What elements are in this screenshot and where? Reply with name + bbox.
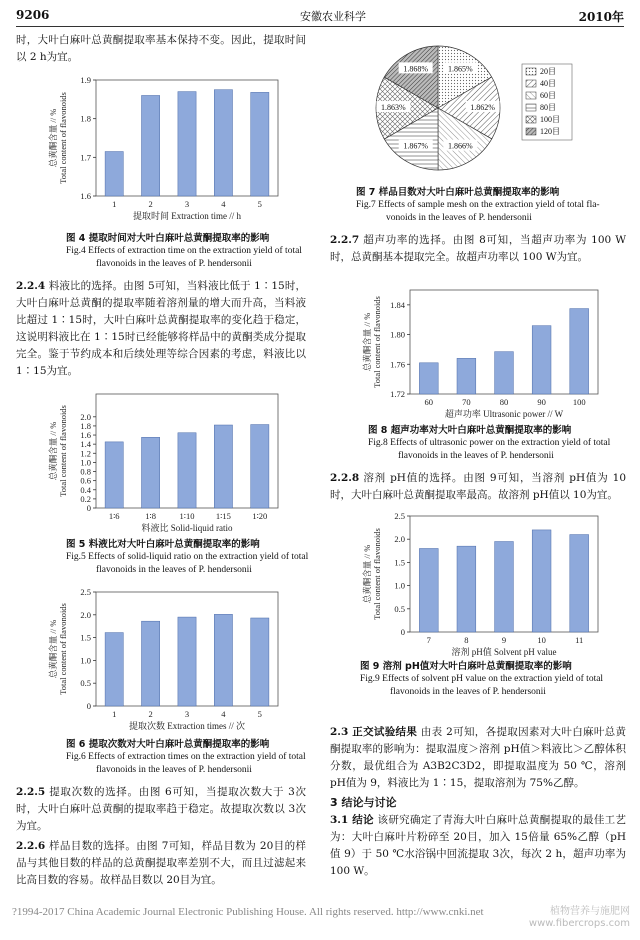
figure-6-caption-en-2: flavonoids in the leaves of P. hendersonii: [96, 765, 252, 775]
fig7-value-label: 1.865%: [447, 64, 473, 74]
fig5-ytick-label: 0.6: [80, 475, 91, 486]
fig5-ylabel-cn: 总黄酮含量 // %: [48, 421, 58, 481]
figure-7-caption: [356, 186, 626, 225]
fig9-xtick-label: 8: [464, 635, 469, 645]
fig9-ytick-label: 0: [400, 627, 405, 637]
figure-8-caption-en-2: flavonoids in the leaves of P. hendersonii: [398, 451, 554, 461]
copyright-text: ?1994-2017 China Academic Journal Electronic Publishing House. All rights reserved.: [12, 906, 394, 918]
fig6-xtick-label: 1: [112, 709, 117, 719]
figure-9-caption-cn: 图 9 溶剂 pH值对大叶白麻叶总黄酮提取率的影响: [360, 661, 572, 672]
fig5-bar: [142, 437, 160, 508]
section-2-2-8-paragraph: [330, 470, 626, 504]
fig8-bar: [457, 358, 476, 394]
fig8-bar: [495, 352, 514, 394]
section-2-3-heading: 2.3 正交试验结果: [330, 726, 418, 738]
fig5-xtick-label: 1∶10: [179, 511, 195, 521]
fig5-bar: [214, 425, 232, 508]
fig9-ylabel-cn: 总黄酮含量 // %: [362, 544, 372, 604]
section-2-2-5-text: 提取次数的选择。由图 6可知，当提取次数大于 3次时，大叶白麻叶总黄酮的提取率趋于稳定。故提取次数以 3次为宜。: [16, 786, 306, 832]
figure-7-caption-en-1: Fig.7 Effects of sample mesh on the extraction yield of total fla-: [356, 200, 600, 210]
figure-4-chart: [16, 72, 306, 222]
figure-9-chart: [330, 508, 626, 658]
figure-4-caption-en-1: Fig.4 Effects of extraction time on the extraction yield of total: [66, 246, 302, 256]
figure-5-caption: [66, 538, 316, 577]
fig4-bar: [142, 95, 160, 196]
fig7-value-label: 1.868%: [403, 64, 428, 74]
fig9-ytick-label: 1.5: [394, 557, 405, 568]
journal-name: 安徽农业科学: [300, 10, 366, 23]
fig9-bar: [532, 530, 551, 632]
fig4-xtick-label: 4: [221, 199, 226, 209]
fig5-ytick-label: 2.0: [80, 411, 91, 422]
fig4-bar: [251, 92, 269, 196]
fig9-ytick-label: 1.0: [394, 580, 405, 591]
fig9-ylabel-en: Total content of flavonoids: [372, 528, 382, 620]
fig8-xtick-label: 70: [462, 397, 471, 407]
fig4-xtick-label: 3: [184, 199, 190, 209]
section-2-2-8-heading: 2.2.8: [330, 472, 360, 484]
fig4-ytick-label: 1.8: [80, 113, 91, 124]
watermark-line-1: 植物营养与施肥网: [550, 906, 630, 917]
section-2-2-6-heading: 2.2.6: [16, 840, 46, 852]
page-number: 9206: [16, 8, 50, 22]
fig9-xtick-label: 9: [501, 635, 507, 645]
fig7-value-label: 1.863%: [381, 103, 406, 113]
fig5-bar: [105, 442, 123, 508]
section-2-2-4-paragraph: [16, 278, 306, 380]
fig7-legend-swatch: [526, 116, 536, 123]
fig6-bar: [142, 621, 160, 706]
fig5-ytick-label: 0.4: [80, 484, 91, 495]
fig7-legend-label: 100目: [540, 115, 560, 124]
section-3-1-paragraph: [330, 812, 626, 880]
fig5-xtick-label: 1∶6: [108, 511, 120, 521]
fig6-xtick-label: 2: [148, 709, 153, 719]
fig9-xlabel: 溶剂 pH值 Solvent pH value: [451, 647, 557, 657]
fig6-ytick-label: 0.5: [80, 678, 91, 689]
section-3-1-text: 该研究确定了青海大叶白麻叶总黄酮提取的最佳工艺为：大叶白麻叶片粉碎至 20目，加入 15倍量 65%乙醇（pH值 9）于 50 ℃水浴锅中回流提取 3次，每次 2 h，超声功率为 100 W。: [330, 814, 626, 877]
fig4-bar: [178, 92, 196, 196]
figure-6-caption: [66, 738, 316, 777]
figure-9-caption-en-1: Fig.9 Effects of solvent pH value on the extraction yield of total: [360, 674, 604, 684]
section-3-heading: 3 结论与讨论: [330, 796, 397, 809]
fig7-legend-label: 80目: [540, 103, 556, 112]
copyright-footer: [12, 906, 484, 918]
left-intro-paragraph: 时，大叶白麻叶总黄酮提取率基本保持不变。因此，提取时间以 2 h为宜。: [16, 34, 306, 63]
fig8-bar: [419, 363, 438, 394]
fig7-value-label: 1.867%: [403, 141, 429, 151]
figure-7-caption-en-2: vonoids in the leaves of P. hendersonii: [386, 213, 532, 223]
fig5-ytick-label: 1.6: [80, 430, 91, 441]
fig9-bar: [457, 546, 476, 632]
fig8-xtick-label: 100: [572, 397, 586, 407]
section-2-3-paragraph: [330, 724, 626, 792]
fig4-bar: [105, 152, 123, 196]
fig5-xlabel: 料液比 Solid-liquid ratio: [141, 523, 233, 533]
fig6-xtick-label: 4: [221, 709, 226, 719]
fig6-bar: [105, 633, 123, 706]
fig6-bar: [214, 614, 232, 706]
fig8-xtick-label: 80: [499, 397, 509, 407]
figure-5-caption-cn: 图 5 料液比对大叶白麻叶总黄酮提取率的影响: [66, 539, 260, 550]
fig4-ylabel-cn: 总黄酮含量 // %: [48, 108, 58, 168]
figure-9-caption: [360, 660, 626, 699]
fig5-bar: [178, 433, 196, 508]
fig6-xlabel: 提取次数 Extraction times // 次: [129, 721, 245, 731]
fig5-ylabel-en: Total content of flavonoids: [58, 405, 68, 497]
fig5-ytick-label: 0: [86, 503, 91, 513]
figure-7-pie-chart: [330, 34, 626, 182]
fig5-ytick-label: 1.2: [80, 448, 91, 459]
fig8-xtick-label: 90: [537, 397, 546, 407]
fig7-value-label: 1.866%: [448, 141, 473, 151]
fig6-xtick-label: 3: [184, 709, 190, 719]
fig7-legend-label: 60目: [540, 91, 556, 100]
fig8-xtick-label: 60: [424, 397, 434, 407]
figure-6-caption-en-1: Fig.6 Effects of extraction times on the extraction yield of total: [66, 752, 306, 762]
fig9-xtick-label: 10: [537, 635, 546, 645]
fig6-xtick-label: 5: [257, 709, 262, 719]
fig8-ytick-label: 1.84: [390, 299, 405, 310]
fig6-ytick-label: 2.0: [80, 609, 91, 620]
figure-6-caption-cn: 图 6 提取次数对大叶白麻叶总黄酮提取率的影响: [66, 739, 270, 750]
section-2-2-4-heading: 2.2.4: [16, 280, 46, 292]
watermark: [529, 906, 630, 930]
fig4-xtick-label: 1: [112, 199, 117, 209]
fig5-ytick-label: 1.4: [80, 439, 91, 450]
fig7-legend-swatch: [526, 92, 536, 99]
section-2-2-5-paragraph: [16, 784, 306, 835]
fig6-ytick-label: 1.0: [80, 655, 91, 666]
fig7-legend-swatch: [526, 68, 536, 75]
figure-8-caption-cn: 图 8 超声功率对大叶白麻叶总黄酮提取率的影响: [368, 425, 572, 436]
section-2-2-8-text: 溶剂 pH值的选择。由图 9可知，当溶剂 pH值为 10时，大叶白麻叶总黄酮提取率最高。故溶剂 pH值以 10为宜。: [330, 472, 626, 501]
fig8-bar: [570, 309, 589, 394]
fig9-bar: [495, 542, 514, 632]
fig9-bar: [419, 548, 438, 632]
fig5-ytick-label: 0.8: [80, 466, 91, 477]
section-3-1-heading: 3.1 结论: [330, 814, 374, 826]
figure-7-caption-cn: 图 7 样品目数对大叶白麻叶总黄酮提取率的影响: [356, 187, 560, 198]
fig7-legend-label: 120目: [540, 127, 560, 136]
fig8-ylabel-en: Total content of flavonoids: [372, 296, 382, 388]
section-2-2-6-paragraph: [16, 838, 306, 889]
figure-4-caption: [66, 232, 316, 271]
section-2-2-7-heading: 2.2.7: [330, 234, 360, 246]
figure-8-caption: [368, 424, 628, 463]
fig8-ytick-label: 1.72: [390, 389, 405, 399]
fig5-ytick-label: 1.8: [80, 420, 91, 431]
fig4-xlabel: 提取时间 Extraction time // h: [133, 211, 241, 221]
fig8-bar: [532, 326, 551, 394]
section-2-3-text: 由表 2可知，各提取因素对大叶白麻叶总黄酮提取率的影响为：提取温度＞溶剂 pH值＞料液比＞乙醇体积分数，最优组合为 A3B2C3D2，即提取温度为 50 ℃，溶剂 pH值为 9，料液比为 1∶15，提取溶剂为 75%乙醇。: [330, 726, 626, 789]
figure-8-chart: [330, 282, 626, 420]
fig5-xtick-label: 1∶8: [145, 511, 156, 521]
fig9-bar: [570, 535, 589, 632]
fig7-legend-swatch: [526, 80, 536, 87]
figure-5-caption-en-2: flavonoids in the leaves of P. hendersonii: [96, 565, 252, 575]
figure-4-caption-en-2: flavonoids in the leaves of P. hendersonii: [96, 259, 252, 269]
fig4-ytick-label: 1.6: [80, 191, 91, 201]
fig7-value-label: 1.862%: [470, 102, 495, 112]
watermark-line-2: www.fibercrops.com: [528, 918, 630, 929]
fig5-ytick-label: 1.0: [80, 457, 91, 468]
fig5-xtick-label: 1∶15: [215, 511, 231, 521]
fig6-ylabel-cn: 总黄酮含量 // %: [48, 619, 58, 679]
fig4-ylabel-en: Total content of flavonoids: [58, 92, 68, 184]
fig5-xtick-label: 1∶20: [252, 511, 268, 521]
fig6-ytick-label: 0: [86, 701, 91, 711]
fig9-xtick-label: 11: [575, 635, 584, 645]
fig4-ytick-label: 1.9: [80, 75, 91, 85]
fig4-xtick-label: 5: [257, 199, 262, 209]
fig6-ytick-label: 1.5: [80, 632, 91, 643]
fig8-ytick-label: 1.80: [390, 329, 405, 340]
fig4-ytick-label: 1.7: [80, 152, 91, 163]
fig4-bar: [214, 90, 232, 196]
fig7-legend-label: 20目: [540, 67, 556, 76]
fig7-legend-label: 40目: [540, 79, 556, 88]
figure-5-caption-en-1: Fig.5 Effects of solid-liquid ratio on the extraction yield of total: [66, 552, 309, 562]
figure-9-caption-en-2: flavonoids in the leaves of P. hendersonii: [390, 687, 546, 697]
fig5-bar: [251, 425, 269, 508]
fig6-bar: [178, 617, 196, 706]
figure-6-chart: [16, 584, 306, 732]
section-2-2-7-text: 超声功率的选择。由图 8可知，当超声功率为 100 W时，总黄酮基本提取完全。故超声功率以 100 W为宜。: [330, 234, 626, 263]
fig6-bar: [251, 618, 269, 706]
fig6-ytick-label: 2.5: [80, 587, 91, 597]
fig5-ytick-label: 0.2: [80, 493, 91, 504]
figure-5-chart: [16, 386, 306, 534]
fig8-ylabel-cn: 总黄酮含量 // %: [362, 312, 372, 372]
fig7-legend-swatch: [526, 104, 536, 111]
fig9-ytick-label: 2.5: [394, 511, 405, 521]
figure-8-caption-en-1: Fig.8 Effects of ultrasonic power on the extraction yield of total: [368, 438, 611, 448]
fig8-ytick-label: 1.76: [390, 359, 405, 370]
fig6-ylabel-en: Total content of flavonoids: [58, 603, 68, 695]
figure-4-caption-cn: 图 4 提取时间对大叶白麻叶总黄酮提取率的影响: [66, 233, 270, 244]
cnki-url: http://www.cnki.net: [396, 906, 484, 918]
header-rule: [16, 26, 624, 27]
fig9-ytick-label: 0.5: [394, 603, 405, 614]
section-2-2-4-text: 料液比的选择。由图 5可知，当料液比低于 1∶15时，大叶白麻叶总黄酮的提取率随着溶剂量的增大而升高，当料液比超过 1∶15时，大叶白麻叶总黄酮提取率的变化趋于稳定，这说明料液比在 1∶15时已经能够将样品中的黄酮类成分提取完全。鉴于节约成本和后续处理等综合因素的考虑，料液比以 1∶15为宜。: [16, 280, 306, 377]
section-2-2-5-heading: 2.2.5: [16, 786, 46, 798]
fig7-legend-swatch: [526, 128, 536, 135]
fig4-xtick-label: 2: [148, 199, 153, 209]
fig8-xlabel: 超声功率 Ultrasonic power // W: [444, 409, 564, 419]
section-2-2-6-text: 样品目数的选择。由图 7可知，样品目数为 20目的样品与其他目数的样品的总黄酮提取率差别不大，而且过滤起来比高目数的容易。故样品目数以 20目为宜。: [16, 840, 306, 886]
fig9-ytick-label: 2.0: [394, 534, 405, 545]
section-2-2-7-paragraph: [330, 232, 626, 266]
journal-year: 2010年: [578, 10, 624, 24]
fig9-xtick-label: 7: [426, 635, 431, 645]
